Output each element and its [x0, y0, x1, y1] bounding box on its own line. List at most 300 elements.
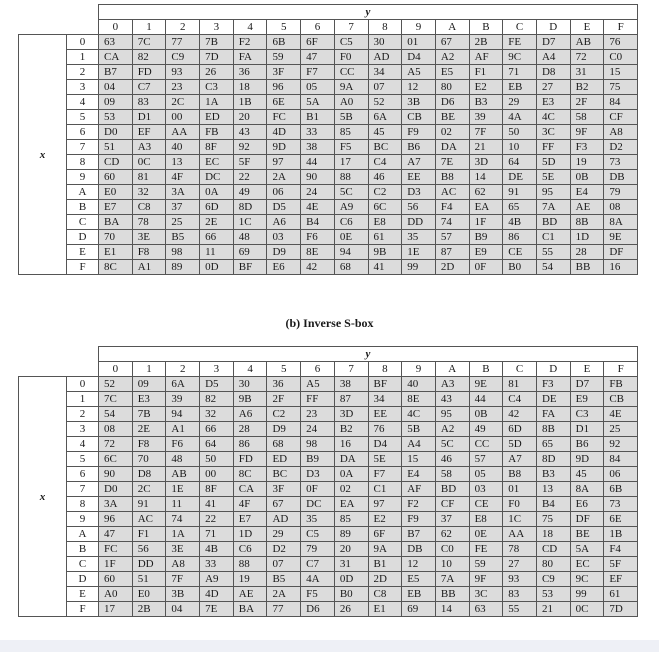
- sbox-col-header: 5: [267, 20, 301, 35]
- inv-sbox-cell: 21: [536, 602, 570, 617]
- inv-sbox-cell: 76: [368, 422, 402, 437]
- sbox-cell: CF: [604, 110, 638, 125]
- table-row: [19, 377, 638, 392]
- inv-sbox-cell: F0: [503, 497, 537, 512]
- inv-sbox-cell: A9: [200, 572, 234, 587]
- sbox-row-header: A: [67, 185, 99, 200]
- sbox-cell: 2C: [166, 95, 200, 110]
- sbox-cell: AF: [469, 50, 503, 65]
- inv-sbox-cell: 96: [99, 512, 133, 527]
- inv-sbox-row-header: 2: [67, 407, 99, 422]
- inv-sbox-col-header: C: [503, 362, 537, 377]
- inv-sbox-cell: 18: [536, 527, 570, 542]
- sbox-cell: 5E: [536, 170, 570, 185]
- inv-sbox-cell: 41: [200, 497, 234, 512]
- inv-sbox-cell: 5F: [604, 557, 638, 572]
- inv-sbox-cell: EF: [604, 572, 638, 587]
- sbox-cell: 01: [402, 35, 436, 50]
- inv-sbox-cell: 40: [402, 377, 436, 392]
- inv-sbox-cell: E0: [132, 587, 166, 602]
- sbox-cell: 2F: [570, 95, 604, 110]
- sbox-cell: 0C: [132, 155, 166, 170]
- inv-sbox-cell: B2: [334, 422, 368, 437]
- inv-sbox-cell: 54: [99, 407, 133, 422]
- sbox-cell: 77: [166, 35, 200, 50]
- sbox-cell: BC: [368, 140, 402, 155]
- sbox-cell: 4D: [267, 125, 301, 140]
- inv-sbox-cell: C5: [301, 527, 335, 542]
- inv-sbox-cell: 89: [334, 527, 368, 542]
- inv-sbox-cell: 24: [301, 422, 335, 437]
- inv-sbox-cell: A2: [435, 422, 469, 437]
- sbox-cell: 6A: [368, 110, 402, 125]
- sbox-cell: 1E: [402, 245, 436, 260]
- sbox-x-axis-label: x: [19, 35, 67, 275]
- inv-sbox-cell: 9C: [570, 572, 604, 587]
- inv-sbox-cell: 56: [132, 542, 166, 557]
- inv-sbox-cell: 5C: [435, 437, 469, 452]
- inv-sbox-row-header: D: [67, 572, 99, 587]
- sbox-cell: 08: [604, 200, 638, 215]
- inv-sbox-cell: AF: [402, 482, 436, 497]
- sbox-cell: A7: [402, 155, 436, 170]
- sbox-cell: B9: [469, 230, 503, 245]
- sbox-cell: 5B: [334, 110, 368, 125]
- sbox-cell: FF: [536, 140, 570, 155]
- inv-sbox-cell: 39: [166, 392, 200, 407]
- sbox-cell: D1: [132, 110, 166, 125]
- sbox-row-header: 6: [67, 125, 99, 140]
- inv-sbox-cell: CA: [233, 482, 267, 497]
- sbox-cell: FE: [503, 35, 537, 50]
- inv-sbox-cell: F6: [166, 437, 200, 452]
- inv-sbox-col-header: E: [570, 362, 604, 377]
- inv-sbox-cell: 8C: [233, 467, 267, 482]
- inv-sbox-y-axis-label: y: [99, 347, 638, 362]
- inv-sbox-cell: F2: [402, 497, 436, 512]
- sbox-cell: 56: [402, 200, 436, 215]
- inv-sbox-cell: FE: [469, 542, 503, 557]
- inv-sbox-cell: 02: [334, 482, 368, 497]
- inv-sbox-cell: 95: [435, 407, 469, 422]
- sbox-cell: 24: [301, 185, 335, 200]
- sbox-cell: CC: [334, 65, 368, 80]
- inv-sbox-row-header: 5: [67, 452, 99, 467]
- inv-sbox-x-axis-label: x: [19, 377, 67, 617]
- table-row: [19, 437, 638, 452]
- inv-sbox-cell: E9: [570, 392, 604, 407]
- inv-sbox-cell: 3C: [469, 587, 503, 602]
- sbox-cell: C0: [604, 50, 638, 65]
- inv-sbox-cell: 5A: [570, 542, 604, 557]
- inv-sbox-cell: A3: [435, 377, 469, 392]
- sbox-cell: 9F: [570, 125, 604, 140]
- sbox-row-header: E: [67, 245, 99, 260]
- sbox-cell: 6E: [267, 95, 301, 110]
- sbox-cell: 3F: [267, 65, 301, 80]
- sbox-cell: AC: [435, 185, 469, 200]
- table-row: [19, 155, 638, 170]
- inv-sbox-cell: F4: [604, 542, 638, 557]
- sbox-cell: 02: [435, 125, 469, 140]
- table-row: [19, 260, 638, 275]
- inv-sbox-cell: FC: [99, 542, 133, 557]
- inv-sbox-cell: 77: [267, 602, 301, 617]
- sbox-cell: 97: [267, 155, 301, 170]
- sbox-cell: F2: [233, 35, 267, 50]
- corner-blank: [19, 362, 99, 377]
- inv-sbox-cell: 7A: [435, 572, 469, 587]
- sbox-cell: 16: [604, 260, 638, 275]
- sbox-cell: 72: [570, 50, 604, 65]
- inv-sbox-cell: 7C: [99, 392, 133, 407]
- sbox-cell: DE: [503, 170, 537, 185]
- sbox-cell: FD: [132, 65, 166, 80]
- sbox-cell: E3: [536, 95, 570, 110]
- sbox-cell: 53: [99, 110, 133, 125]
- sbox-cell: 22: [233, 170, 267, 185]
- inv-sbox-cell: 10: [435, 557, 469, 572]
- inv-sbox-cell: 75: [536, 512, 570, 527]
- sbox-col-header: C: [503, 20, 537, 35]
- sbox-cell: CE: [503, 245, 537, 260]
- table-row: [19, 542, 638, 557]
- sbox-cell: EE: [402, 170, 436, 185]
- inv-sbox-cell: CF: [435, 497, 469, 512]
- sbox-cell: 1B: [233, 95, 267, 110]
- sbox-cell: 44: [301, 155, 335, 170]
- sbox-cell: 3C: [536, 125, 570, 140]
- sbox-cell: 96: [267, 80, 301, 95]
- sbox-cell: 84: [604, 95, 638, 110]
- inv-sbox-cell: 50: [200, 452, 234, 467]
- sbox-cell: 25: [166, 215, 200, 230]
- sbox-cell: 64: [503, 155, 537, 170]
- inv-sbox-col-header: 8: [368, 362, 402, 377]
- inv-sbox-cell: D0: [99, 482, 133, 497]
- inv-sbox-cell: 3D: [334, 407, 368, 422]
- sbox-cell: B3: [469, 95, 503, 110]
- table-row: [19, 200, 638, 215]
- inv-sbox-cell: 31: [334, 557, 368, 572]
- inv-sbox-col-header: 1: [132, 362, 166, 377]
- inv-sbox-cell: EA: [334, 497, 368, 512]
- sbox-cell: A4: [536, 50, 570, 65]
- inv-sbox-cell: D9: [267, 422, 301, 437]
- inv-sbox-cell: 2C: [132, 482, 166, 497]
- inv-sbox-col-header: D: [536, 362, 570, 377]
- sbox-cell: B5: [166, 230, 200, 245]
- sbox-cell: 04: [99, 80, 133, 95]
- corner-blank: [19, 5, 99, 20]
- sbox-cell: B0: [503, 260, 537, 275]
- sbox-cell: D8: [536, 65, 570, 80]
- sbox-cell: 12: [402, 80, 436, 95]
- inv-sbox-cell: 7E: [200, 602, 234, 617]
- inv-sbox-cell: 0B: [469, 407, 503, 422]
- inv-sbox-cell: 14: [435, 602, 469, 617]
- sbox-cell: 13: [166, 155, 200, 170]
- inv-sbox-cell: E8: [469, 512, 503, 527]
- sbox-cell: 6D: [200, 200, 234, 215]
- inv-sbox-cell: FB: [604, 377, 638, 392]
- sbox-cell: 2E: [200, 215, 234, 230]
- sbox-cell: 10: [503, 140, 537, 155]
- inv-sbox-cell: 08: [99, 422, 133, 437]
- sbox-cell: E9: [469, 245, 503, 260]
- inv-sbox-cell: AD: [267, 512, 301, 527]
- sbox-cell: 93: [166, 65, 200, 80]
- sbox-cell: 07: [368, 80, 402, 95]
- sbox-cell: 30: [368, 35, 402, 50]
- inv-sbox-cell: 67: [267, 497, 301, 512]
- inv-sbox-col-header: 4: [233, 362, 267, 377]
- inv-sbox-cell: 3B: [166, 587, 200, 602]
- inv-sbox-cell: EE: [368, 407, 402, 422]
- sbox-cell: C3: [200, 80, 234, 95]
- sbox-cell: 81: [132, 170, 166, 185]
- inv-sbox-cell: D4: [368, 437, 402, 452]
- inv-sbox-cell: 1C: [503, 512, 537, 527]
- inv-sbox-cell: 69: [402, 602, 436, 617]
- sbox-cell: B1: [301, 110, 335, 125]
- inv-sbox-cell: 2D: [368, 572, 402, 587]
- table-row: [19, 95, 638, 110]
- sbox-cell: 3E: [132, 230, 166, 245]
- inv-sbox-cell: BF: [368, 377, 402, 392]
- sbox-cell: 48: [233, 230, 267, 245]
- inv-sbox-cell: 88: [233, 557, 267, 572]
- sbox-cell: 4A: [503, 110, 537, 125]
- sbox-cell: B7: [99, 65, 133, 80]
- inv-sbox-cell: F3: [536, 377, 570, 392]
- inv-sbox-cell: 27: [503, 557, 537, 572]
- inv-sbox-cell: AB: [166, 467, 200, 482]
- inv-sbox-row-header: 9: [67, 512, 99, 527]
- sbox-row-header: 2: [67, 65, 99, 80]
- inv-sbox-cell: 03: [469, 482, 503, 497]
- inv-sbox-cell: 5D: [503, 437, 537, 452]
- inv-sbox-cell: 45: [570, 467, 604, 482]
- sbox-cell: 28: [570, 245, 604, 260]
- inv-sbox-cell: 26: [334, 602, 368, 617]
- inv-sbox-cell: C4: [503, 392, 537, 407]
- sbox-cell: A0: [334, 95, 368, 110]
- inv-sbox-col-header: 6: [301, 362, 335, 377]
- inv-sbox-cell: 13: [536, 482, 570, 497]
- inv-sbox-cell: 2B: [132, 602, 166, 617]
- sbox-cell: 23: [166, 80, 200, 95]
- table-row: [19, 230, 638, 245]
- sbox-cell: 8D: [233, 200, 267, 215]
- inv-sbox-cell: 0D: [334, 572, 368, 587]
- sbox-cell: 57: [435, 230, 469, 245]
- inv-sbox-cell: 62: [435, 527, 469, 542]
- sbox-cell: FB: [200, 125, 234, 140]
- sbox-cell: 8B: [570, 215, 604, 230]
- inv-sbox-cell: 49: [469, 422, 503, 437]
- sbox-row-header: B: [67, 200, 99, 215]
- sbox-cell: 78: [132, 215, 166, 230]
- inv-sbox-row-header: F: [67, 602, 99, 617]
- inv-sbox-cell: 05: [469, 467, 503, 482]
- sbox-cell: C1: [536, 230, 570, 245]
- sbox-cell: F3: [570, 140, 604, 155]
- sbox-cell: 76: [604, 35, 638, 50]
- sbox-cell: 68: [334, 260, 368, 275]
- sbox-col-header: 9: [402, 20, 436, 35]
- sbox-row-header: 7: [67, 140, 99, 155]
- sbox-cell: 83: [132, 95, 166, 110]
- sbox-cell: C8: [132, 200, 166, 215]
- inv-sbox-cell: C3: [570, 407, 604, 422]
- sbox-cell: E1: [99, 245, 133, 260]
- inv-sbox-cell: D5: [200, 377, 234, 392]
- inv-sbox-cell: 86: [233, 437, 267, 452]
- inv-sbox-cell: FF: [301, 392, 335, 407]
- sbox-col-header: E: [570, 20, 604, 35]
- sbox-cell: 4C: [536, 110, 570, 125]
- inv-sbox-cell: DC: [301, 497, 335, 512]
- inv-sbox-cell: E3: [132, 392, 166, 407]
- inv-sbox-cell: 07: [267, 557, 301, 572]
- sbox-cell: 3D: [469, 155, 503, 170]
- sbox-cell: 7B: [200, 35, 234, 50]
- sbox-cell: 0F: [469, 260, 503, 275]
- sbox-cell: 2B: [469, 35, 503, 50]
- inv-sbox-cell: F7: [368, 467, 402, 482]
- sbox-cell: 55: [536, 245, 570, 260]
- inv-sbox-cell: 52: [99, 377, 133, 392]
- inv-sbox-row-header: A: [67, 527, 99, 542]
- inv-sbox-cell: B1: [368, 557, 402, 572]
- inv-sbox-cell: A1: [166, 422, 200, 437]
- sbox-col-header: B: [469, 20, 503, 35]
- inv-sbox-cell: 0E: [469, 527, 503, 542]
- inv-sbox-cell: 71: [200, 527, 234, 542]
- sbox-cell: D2: [604, 140, 638, 155]
- sbox-cell: C2: [368, 185, 402, 200]
- inv-sbox-cell: 00: [200, 467, 234, 482]
- table-row: [19, 80, 638, 95]
- inv-sbox-row-header: 0: [67, 377, 99, 392]
- sbox-cell: 54: [536, 260, 570, 275]
- sbox-cell: C6: [334, 215, 368, 230]
- sbox-cell: 8A: [604, 215, 638, 230]
- sbox-cell: 1F: [469, 215, 503, 230]
- sbox-cell: 6F: [301, 35, 335, 50]
- inv-sbox-cell: B3: [536, 467, 570, 482]
- sbox-cell: 61: [368, 230, 402, 245]
- inv-sbox-cell: 1F: [99, 557, 133, 572]
- inv-sbox-cell: CE: [469, 497, 503, 512]
- inv-sbox-cell: 4D: [200, 587, 234, 602]
- inv-sbox-cell: F5: [301, 587, 335, 602]
- sbox-cell: 52: [368, 95, 402, 110]
- sbox-row-header: 3: [67, 80, 99, 95]
- sbox-cell: D0: [99, 125, 133, 140]
- sbox-cell: 94: [334, 245, 368, 260]
- table-row: [19, 422, 638, 437]
- inv-sbox-cell: D1: [570, 422, 604, 437]
- sbox-row-header: 1: [67, 50, 99, 65]
- sbox-cell: C4: [368, 155, 402, 170]
- sbox-cell: 82: [132, 50, 166, 65]
- sbox-cell: DD: [402, 215, 436, 230]
- sbox-cell: E5: [435, 65, 469, 80]
- sbox-cell: 35: [402, 230, 436, 245]
- inv-sbox-cell: E6: [570, 497, 604, 512]
- sbox-col-header: 4: [233, 20, 267, 35]
- sbox-cell: F5: [334, 140, 368, 155]
- sbox-row-header: 9: [67, 170, 99, 185]
- inv-sbox-cell: 51: [132, 572, 166, 587]
- sbox-cell: DA: [435, 140, 469, 155]
- inv-sbox-cell: 57: [469, 452, 503, 467]
- sbox-row-header: 4: [67, 95, 99, 110]
- inv-sbox-cell: 5E: [368, 452, 402, 467]
- inv-sbox-row-header: E: [67, 587, 99, 602]
- inv-sbox-cell: 12: [402, 557, 436, 572]
- inv-sbox-cell: 87: [334, 392, 368, 407]
- sbox-cell: 19: [570, 155, 604, 170]
- inv-sbox-cell: C1: [368, 482, 402, 497]
- inv-sbox-cell: 22: [200, 512, 234, 527]
- inv-sbox-cell: 17: [99, 602, 133, 617]
- inv-sbox-row-header: 4: [67, 437, 99, 452]
- inverse-sbox-caption: (b) Inverse S-box: [285, 316, 374, 330]
- sbox-cell: 70: [99, 230, 133, 245]
- sbox-col-header: 3: [200, 20, 234, 35]
- sbox-cell: 8E: [301, 245, 335, 260]
- sbox-cell: 41: [368, 260, 402, 275]
- table-row: [19, 602, 638, 617]
- inv-sbox-cell: 8B: [536, 422, 570, 437]
- sbox-cell: E0: [99, 185, 133, 200]
- sbox-cell: 5D: [536, 155, 570, 170]
- sbox-cell: 17: [334, 155, 368, 170]
- inv-sbox-cell: A8: [166, 557, 200, 572]
- inv-sbox-cell: 90: [99, 467, 133, 482]
- inv-sbox-cell: F8: [132, 437, 166, 452]
- inv-sbox-cell: BD: [435, 482, 469, 497]
- inv-sbox-cell: 4E: [604, 407, 638, 422]
- sbox-cell: 06: [267, 185, 301, 200]
- inv-sbox-cell: D2: [267, 542, 301, 557]
- sbox-cell: A6: [267, 215, 301, 230]
- inv-sbox-cell: EB: [402, 587, 436, 602]
- sbox-cell: 3A: [166, 185, 200, 200]
- inv-sbox-cell: 9E: [469, 377, 503, 392]
- inv-sbox-cell: A6: [233, 407, 267, 422]
- inv-sbox-cell: 01: [503, 482, 537, 497]
- inv-sbox-cell: BE: [570, 527, 604, 542]
- inv-sbox-cell: 92: [604, 437, 638, 452]
- table-row: [19, 512, 638, 527]
- inv-sbox-row-header: 3: [67, 422, 99, 437]
- inv-sbox-cell: 47: [99, 527, 133, 542]
- sbox-cell: CB: [402, 110, 436, 125]
- inv-sbox-cell: C9: [536, 572, 570, 587]
- inv-sbox-cell: 98: [301, 437, 335, 452]
- table-row: [19, 587, 638, 602]
- sbox-row-header: 5: [67, 110, 99, 125]
- inv-sbox-cell: 35: [301, 512, 335, 527]
- sbox-cell: E2: [469, 80, 503, 95]
- sbox-cell: 62: [469, 185, 503, 200]
- inv-sbox-cell: 34: [368, 392, 402, 407]
- sbox-cell: CD: [99, 155, 133, 170]
